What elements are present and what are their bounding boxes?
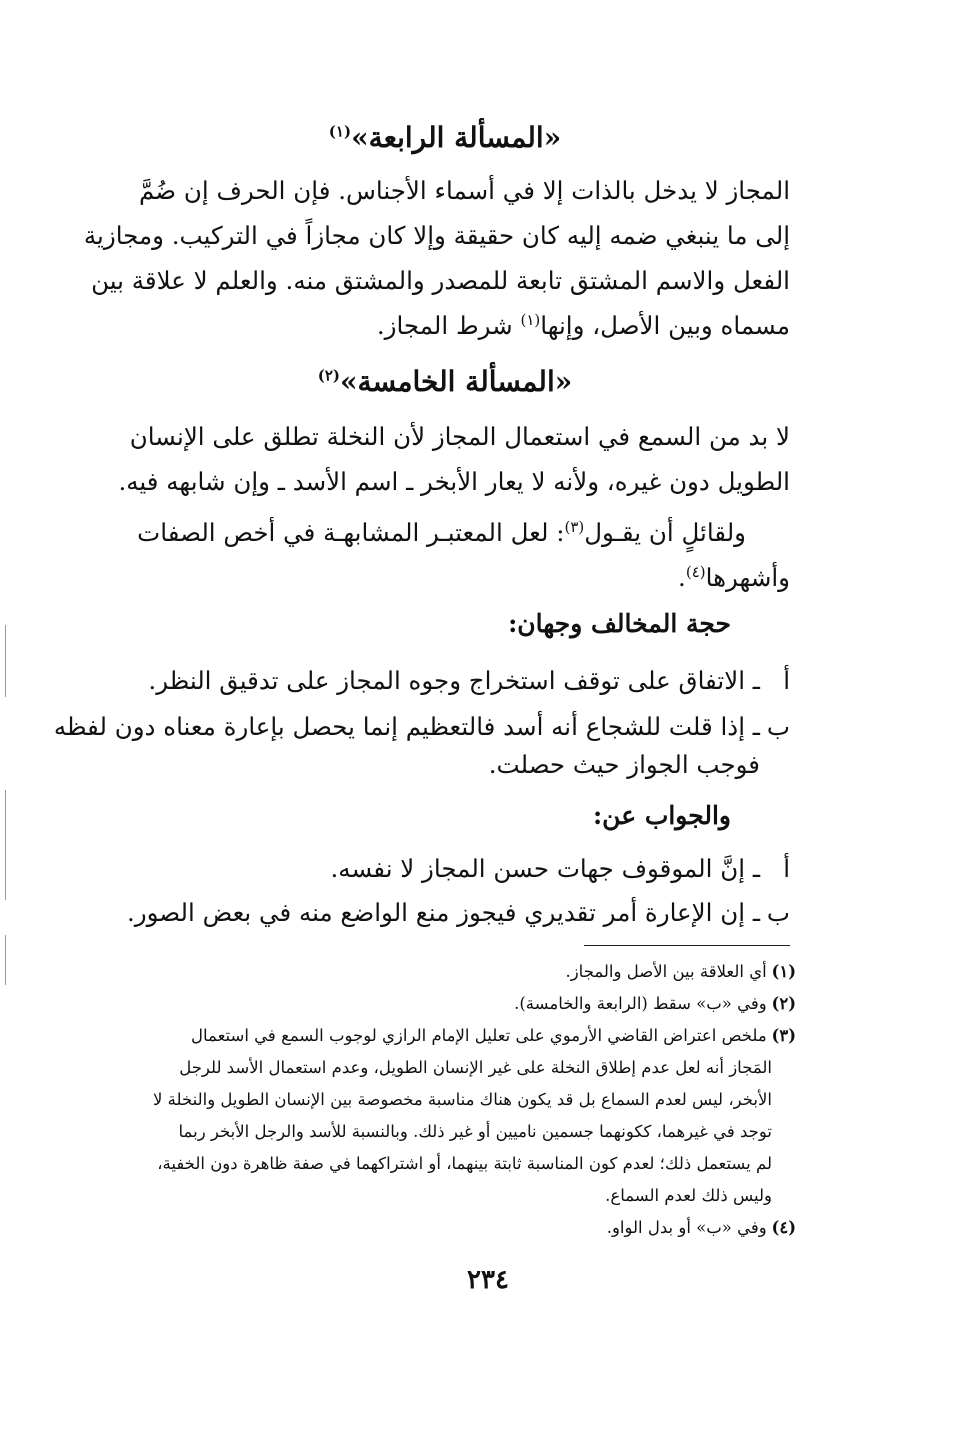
objection-paragraph [100,510,790,600]
paragraph-line: المجاز لا يدخل بالذات إلا في أسماء الأجناس. فإن الحرف إن ضُمَّ [139,176,790,205]
item-text: ـ إذا قلت للشجاع أنه أسد فالتعظيم إنما يحصل بإعارة معناه دون لفظه [53,712,760,741]
footnote-ref: (٢) [317,366,341,385]
paragraph-text: . [678,563,686,592]
footnotes [100,956,796,1244]
section-heading-4 [100,118,790,158]
opponent-item-a [148,658,790,703]
page-number: ٢٣٤ [467,1265,509,1295]
item-letter: ب [766,898,790,927]
paragraph-text: شرط المجاز. [376,311,521,340]
section-heading-4-text: «المسألة الرابعة» [351,121,562,154]
answer-heading: والجواب عن: [592,801,731,830]
section-heading-5-text: «المسألة الخامسة» [340,365,573,398]
paragraph-text: ولقائلٍ أن يقـول [584,518,746,547]
paragraph-text: مسماه وبين الأصل، وإنها [540,311,790,340]
footnote-separator [584,945,790,946]
footnote-text: أي العلاقة بين الأصل والمجاز. [565,962,767,981]
scan-margin-mark [5,790,6,900]
footnote-3-line: وليس ذلك لعدم السماع. [605,1186,772,1205]
item-letter: ب [766,712,790,741]
footnote-3-line: المَجاز أنه لعل عدم إطلاق النخلة على غير الإنسان الطويل، وعدم استعمال الأسد للرجل [179,1058,772,1077]
item-text: ـ إن الإعارة أمر تقديري فيجوز منع الواضع منه في بعض الصور. [127,898,760,927]
paragraph-line: الفعل والاسم المشتق تابعة للمصدر والمشتق منه. والعلم لا علاقة بين [91,266,790,295]
footnote-number: (١) [771,962,796,981]
footnote-text: ملخص اعتراض القاضي الأرموي على تعليل الإمام الرازي لوجوب السمع في استعمال [191,1026,767,1045]
footnote-number: (٢) [771,994,796,1013]
footnote-number: (٣) [771,1026,796,1045]
footnote-number: (٤) [771,1218,796,1237]
paragraph-line: لا بد من السمع في استعمال المجاز لأن النخلة تطلق على الإنسان [129,422,790,451]
paragraph-text: وأشهرها [705,563,790,592]
item-letter: أ [783,854,790,883]
footnote-4 [100,1212,796,1244]
scan-margin-mark [5,625,6,697]
footnote-text: وفي «ب» سقط (الرابعة والخامسة). [514,994,767,1013]
paragraph-line: الطويل دون غيره، ولأنه لا يعار الأبخر ـ اسم الأسد ـ وإن شابهه فيه. [118,467,790,496]
footnote-3-line: الأبخر، ليس لعدم السماع بل قد يكون هناك مناسبة مخصوصة بين الإنسان الطويل والنخلة لا [153,1090,772,1109]
section-5-paragraph [100,414,790,504]
section-heading-5 [100,362,790,402]
answer-item-a [331,846,790,891]
paragraph-line [100,510,790,555]
footnote-ref: (١) [328,122,352,141]
opponent-item-b-continuation: فوجب الجواز حيث حصلت. [488,750,760,779]
footnote-2 [100,988,796,1020]
paragraph-line: إلى ما ينبغي ضمه إليه كان حقيقة وإلا كان مجازاً في التركيب. ومجازية [83,221,790,250]
footnote-3 [100,1020,796,1052]
footnote-ref: (١) [520,310,541,329]
scan-margin-mark [5,935,6,985]
footnote-3-line: لم يستعمل ذلك؛ لعدم كون المناسبة ثابتة بينهما، أو اشتراكهما في صفة ظاهرة دون الخفية، [157,1154,772,1173]
section-4-paragraph [83,168,790,348]
opponent-heading: حجة المخالف وجهان: [508,609,731,638]
footnote-1 [100,956,796,988]
footnote-3-line: توجد في غيرهما، ككونهما جسمين ناميين أو غير ذلك. وبالنسبة للأسد والرجل الأبخر ربما [178,1122,772,1141]
paragraph-line [100,555,790,600]
item-text: ـ إنَّ الموقوف جهات حسن المجاز لا نفسه. [330,854,760,883]
footnote-ref: (٣) [564,517,585,536]
paragraph-line [100,303,790,348]
item-letter: أ [783,666,790,695]
footnote-text: وفي «ب» أو بدل الواو. [606,1218,767,1237]
item-text: ـ الاتفاق على توقف استخراج وجوه المجاز على تدقيق النظر. [148,666,760,695]
footnote-ref: (٤) [685,562,706,581]
answer-item-b [127,890,790,935]
paragraph-text: : لعل المعتبـر المشابهـة في أخص الصفات [137,518,565,547]
